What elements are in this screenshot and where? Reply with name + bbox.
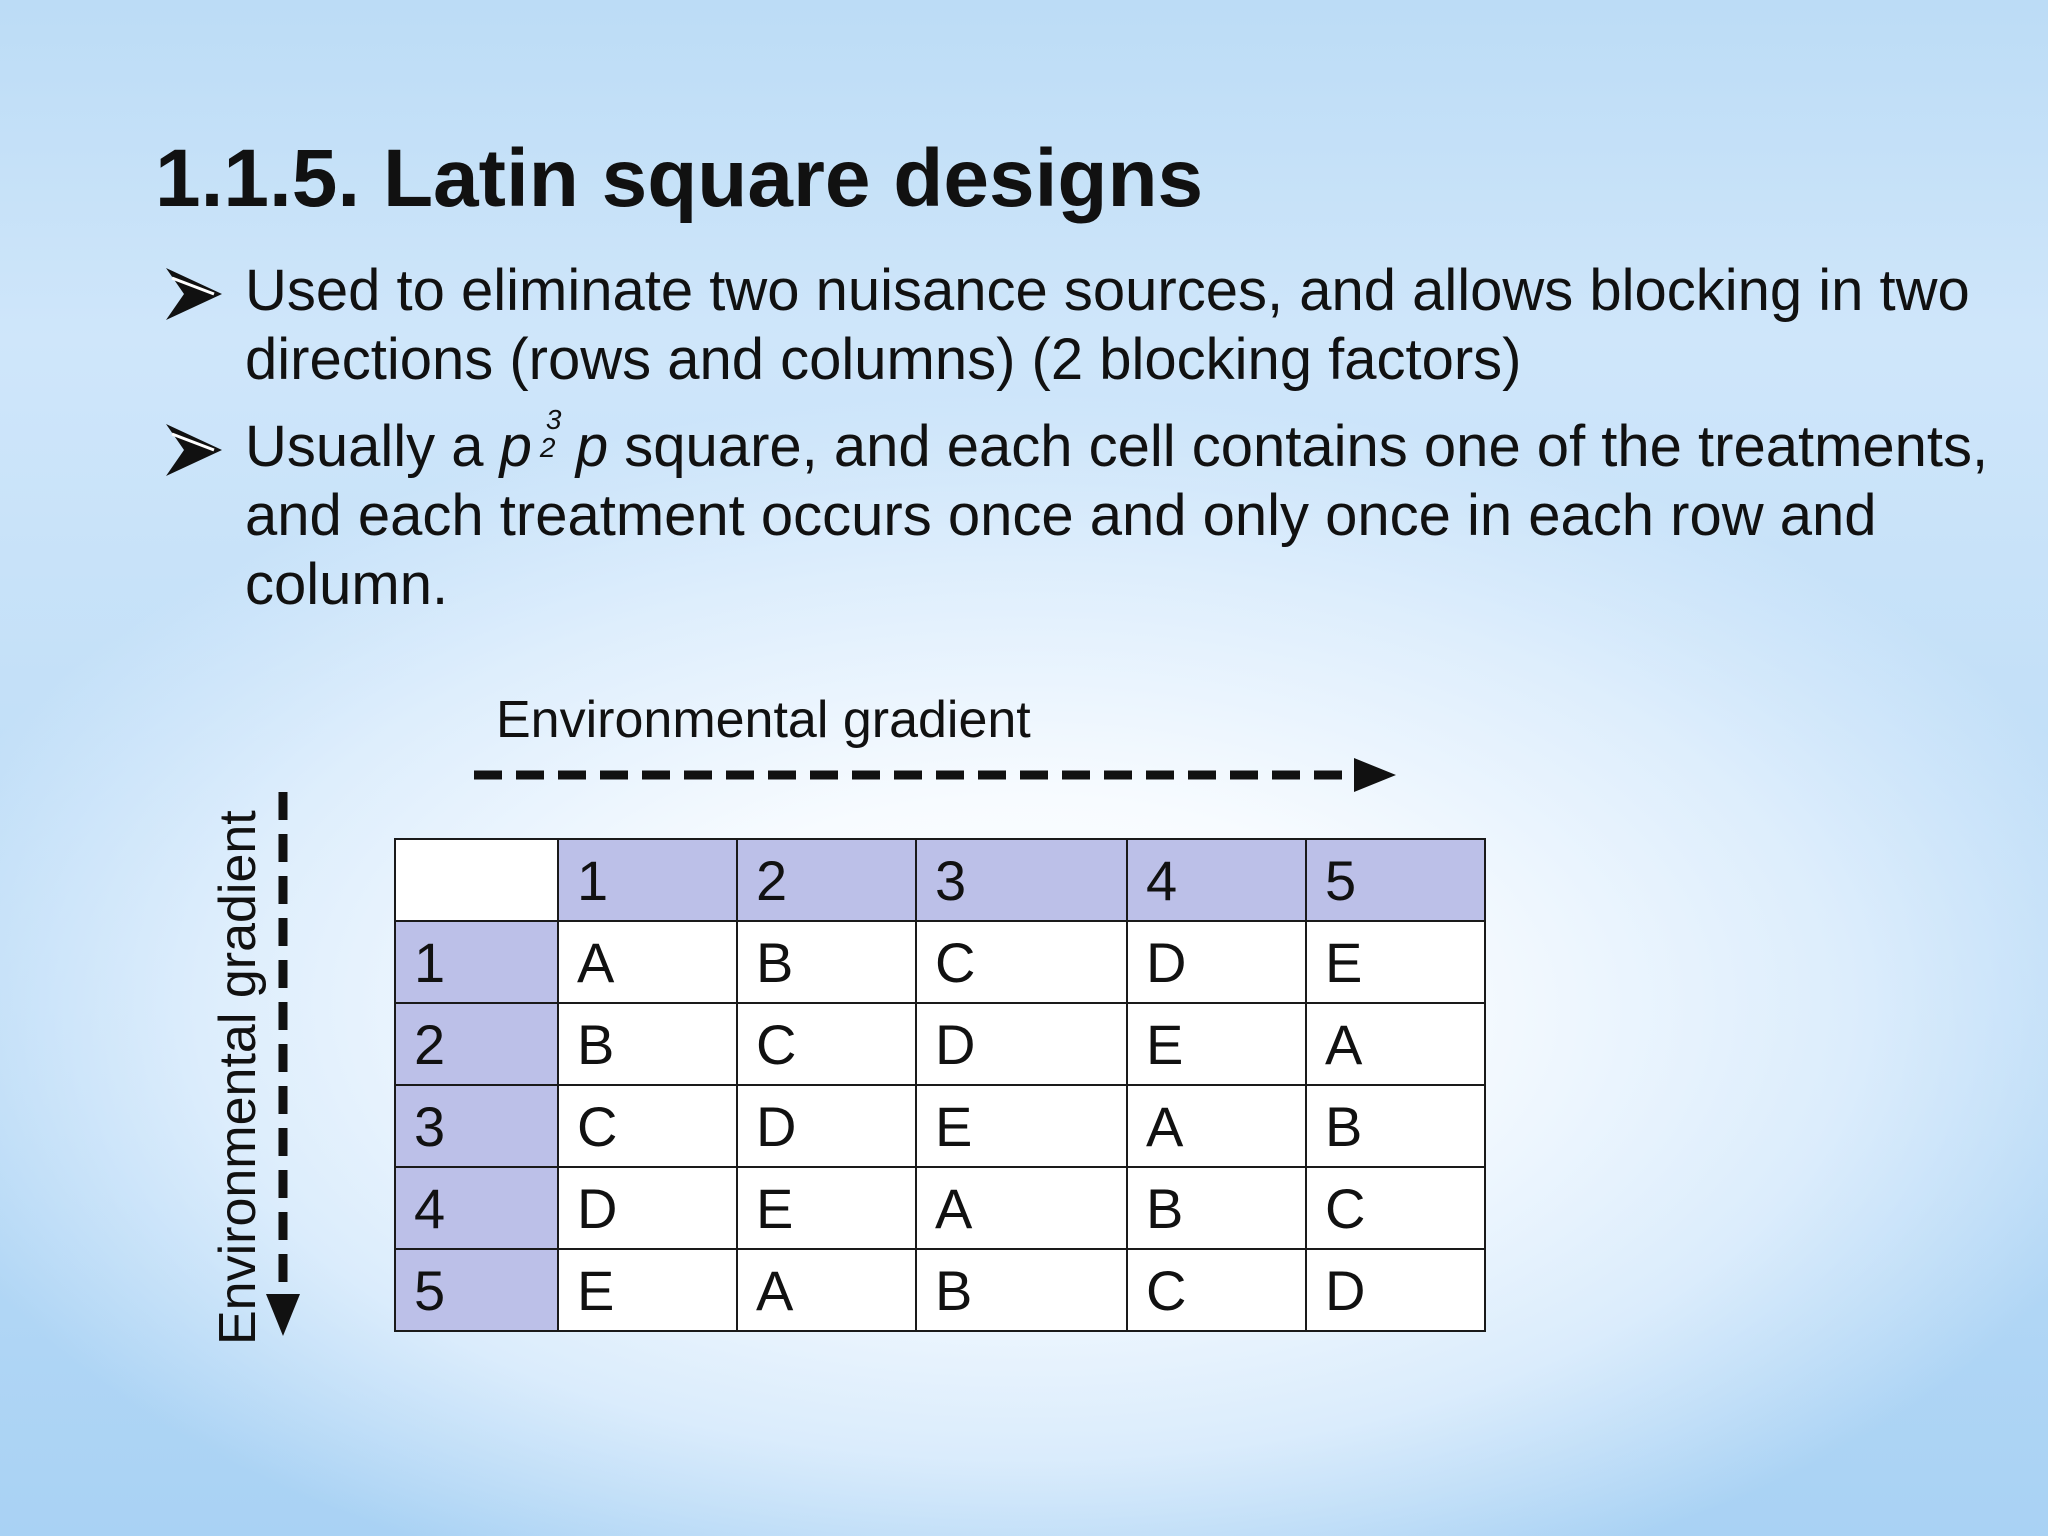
table-cell: A [558,921,737,1003]
table-corner-cell [395,839,558,921]
table-cell: E [1127,1003,1306,1085]
column-header: 4 [1127,839,1306,921]
slide-title: 1.1.5. Latin square designs [155,133,1204,224]
table-header-row [395,839,1485,921]
column-header: 5 [1306,839,1485,921]
table-cell: A [737,1249,916,1331]
bullet-text-2-lead: Usually a [245,414,500,479]
table-cell: C [916,921,1127,1003]
bullet-item-2 [160,404,1990,619]
table-cell: D [737,1085,916,1167]
table-cell: A [1306,1003,1485,1085]
table-cell: E [1306,921,1485,1003]
table-cell: E [737,1167,916,1249]
table-row [395,1167,1485,1249]
arrow-bullet-icon [164,422,224,478]
table-cell: A [916,1167,1127,1249]
table-row [395,921,1485,1003]
table-cell: B [558,1003,737,1085]
table-cell: D [558,1167,737,1249]
table-cell: A [1127,1085,1306,1167]
table-cell: B [1127,1167,1306,1249]
bullet-item-1 [160,256,1990,394]
table-cell: B [916,1249,1127,1331]
table-cell: E [558,1249,737,1331]
top-gradient-label: Environmental gradient [496,691,1031,749]
table-row [395,1249,1485,1331]
row-header: 4 [395,1167,558,1249]
bullet-text-2-rest: square, and each cell contains one of the treatments, and each treatment occurs once and only once in each row and column. [245,414,1989,617]
dashed-arrow-right-icon [470,752,1400,798]
arrow-bullet-icon [164,266,224,322]
table-cell: D [1127,921,1306,1003]
math-symbol-p: p [499,414,532,479]
table-cell: D [916,1003,1127,1085]
row-header: 1 [395,921,558,1003]
bullet-text-1: Used to eliminate two nuisance sources, and allows blocking in two directions (rows and columns) (2 blocking factors) [245,258,1970,392]
table-cell: C [1306,1167,1485,1249]
fraction-symbol [539,404,566,470]
row-header: 5 [395,1249,558,1331]
bullet-text-2 [245,404,1990,619]
table-row [395,1085,1485,1167]
table-cell: C [1127,1249,1306,1331]
column-header: 1 [558,839,737,921]
side-gradient-label: Environmental gradient [209,810,267,1345]
table-row [395,1003,1485,1085]
column-header: 3 [916,839,1127,921]
bullet-list [160,256,1990,637]
row-header: 2 [395,1003,558,1085]
fraction-top: 3 [545,404,562,435]
table-cell: C [737,1003,916,1085]
dashed-arrow-down-icon [260,790,306,1340]
table-cell: D [1306,1249,1485,1331]
row-header: 3 [395,1085,558,1167]
latin-square-table [394,838,1486,1332]
math-symbol-p: p [575,414,609,479]
table-cell: B [1306,1085,1485,1167]
table-cell: B [737,921,916,1003]
table-cell: E [916,1085,1127,1167]
column-header: 2 [737,839,916,921]
fraction-bottom: 2 [539,432,556,463]
table-cell: C [558,1085,737,1167]
